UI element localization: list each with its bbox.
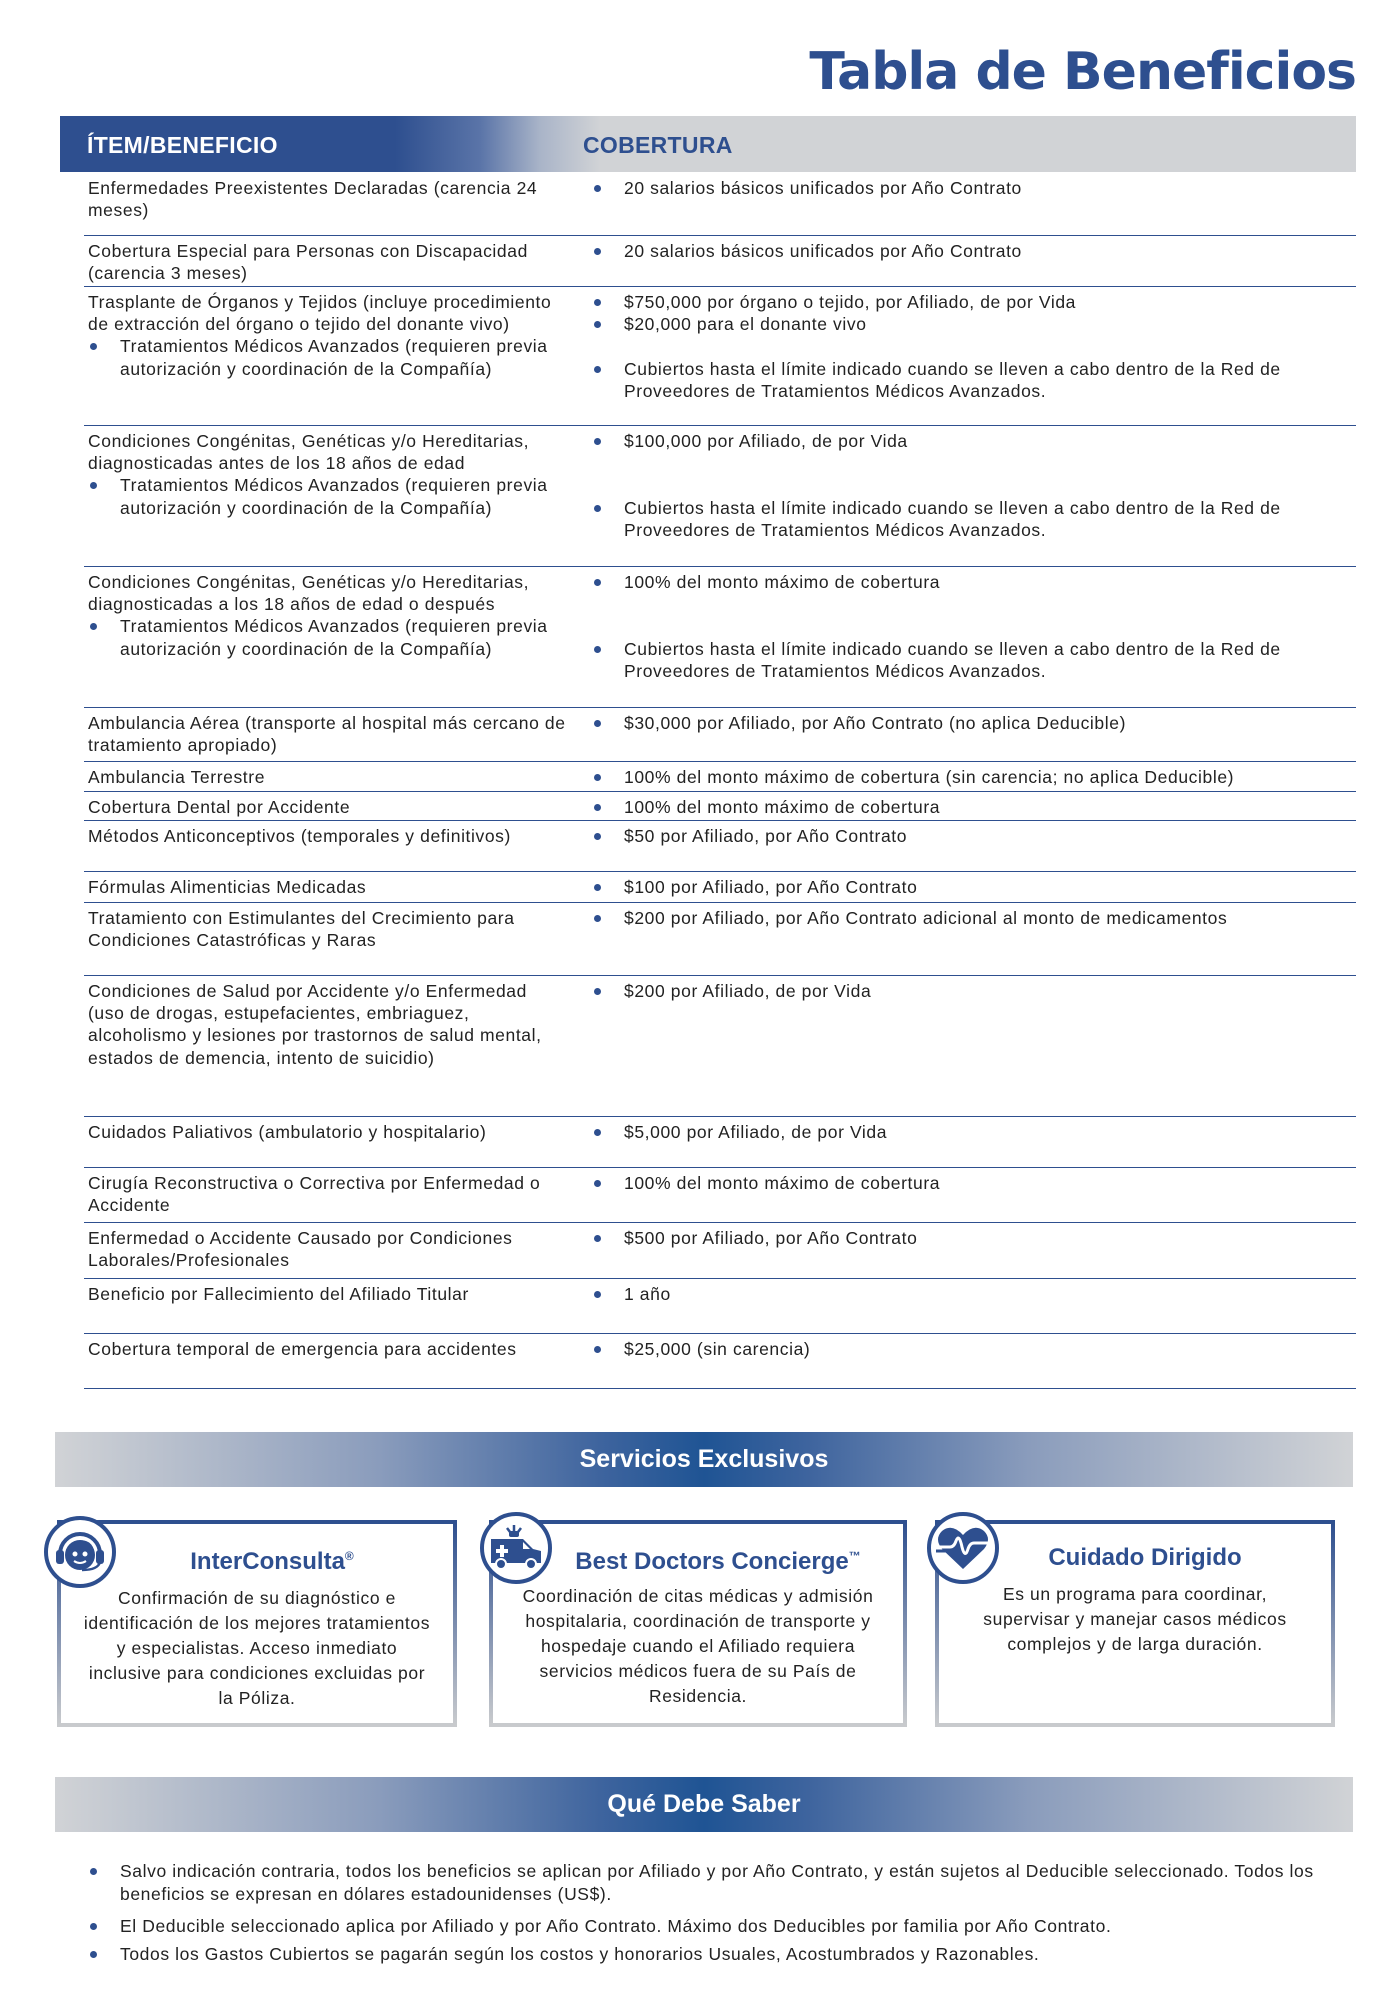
coverage-bullet: $20,000 para el donante vivo: [592, 313, 1362, 335]
note-item: El Deducible seleccionado aplica por Afiliado y por Año Contrato. Máximo dos Deducibles por familia por Año Contrato.: [88, 1915, 1338, 1938]
coverage-cell: [592, 907, 1362, 929]
coverage-cell: [592, 1283, 1362, 1305]
item-cell: [88, 430, 568, 519]
table-row: [84, 707, 1356, 762]
sub-item: Tratamientos Médicos Avanzados (requieren previa autorización y coordinación de la Compañía): [88, 474, 568, 518]
table-row: [84, 1278, 1356, 1334]
item-cell: Ambulancia Aérea (transporte al hospital más cercano de tratamiento apropiado): [88, 713, 566, 756]
coverage-cell: [592, 766, 1362, 788]
table-header: [60, 116, 1356, 172]
coverage-cell: [592, 240, 1362, 262]
item-text: Condiciones Congénitas, Genéticas y/o Hereditarias, diagnosticadas a los 18 años de edad o después: [88, 572, 530, 615]
coverage-bullet: 100% del monto máximo de cobertura: [592, 796, 1362, 818]
item-cell: Enfermedades Preexistentes Declaradas (carencia 24 meses): [88, 178, 538, 221]
item-cell: Cobertura temporal de emergencia para accidentes: [88, 1339, 517, 1359]
coverage-cell: [592, 1172, 1362, 1194]
coverage-bullet: $200 por Afiliado, de por Vida: [592, 980, 1362, 1002]
table-row: [84, 1222, 1356, 1279]
table-row: [84, 820, 1356, 872]
coverage-bullet: 20 salarios básicos unificados por Año Contrato: [592, 177, 1362, 199]
table-row: [84, 235, 1356, 287]
coverage-cell: [592, 980, 1362, 1002]
coverage-bullet: $50 por Afiliado, por Año Contrato: [592, 825, 1362, 847]
registered-mark: ®: [344, 1549, 354, 1563]
table-row: [84, 172, 1356, 236]
item-text: Condiciones Congénitas, Genéticas y/o Hereditarias, diagnosticadas antes de los 18 años de edad: [88, 431, 530, 474]
notes-section-bar: [55, 1777, 1353, 1832]
table-row: [84, 761, 1356, 792]
page-title: Tabla de Beneficios: [809, 42, 1356, 102]
item-cell: Ambulancia Terrestre: [88, 767, 266, 787]
item-cell: [88, 291, 568, 380]
item-cell: Cobertura Especial para Personas con Discapacidad (carencia 3 meses): [88, 241, 528, 284]
item-text: Trasplante de Órganos y Tejidos (incluye procedimiento de extracción del órgano o tejido del donante vivo): [88, 292, 552, 335]
sub-coverage-bullet: Cubiertos hasta el límite indicado cuando se lleven a cabo dentro de la Red de Proveedores de Tratamientos Médicos Avanzados.: [592, 497, 1362, 541]
item-cell: Fórmulas Alimenticias Medicadas: [88, 877, 367, 897]
sub-item: Tratamientos Médicos Avanzados (requieren previa autorización y coordinación de la Compañía): [88, 335, 568, 379]
ambulance-icon: [480, 1512, 552, 1584]
services-section-bar: [55, 1432, 1353, 1487]
coverage-bullet: 100% del monto máximo de cobertura: [592, 571, 1362, 593]
coverage-cell: [592, 430, 1362, 541]
coverage-cell: [592, 1227, 1362, 1249]
item-cell: Cuidados Paliativos (ambulatorio y hospitalario): [88, 1122, 487, 1142]
coverage-cell: [592, 712, 1362, 734]
card-description: Es un programa para coordinar, supervisar y manejar casos médicos complejos y de larga duración.: [983, 1584, 1287, 1654]
card-title: Cuidado Dirigido: [1048, 1544, 1242, 1571]
sub-coverage-bullet: Cubiertos hasta el límite indicado cuando se lleven a cabo dentro de la Red de Proveedores de Tratamientos Médicos Avanzados.: [592, 358, 1362, 402]
note-item: Salvo indicación contraria, todos los beneficios se aplican por Afiliado y por Año Contrato, y están sujetos al Deducible seleccionado. Todos los beneficios se expresan en dólares estadounidenses (US$).: [88, 1860, 1338, 1906]
coverage-cell: [592, 571, 1362, 682]
service-card-interconsulta: [57, 1520, 457, 1727]
coverage-cell: [592, 825, 1362, 847]
item-cell: Enfermedad o Accidente Causado por Condiciones Laborales/Profesionales: [88, 1228, 513, 1271]
table-row: [84, 1167, 1356, 1223]
headset-agent-icon: [44, 1516, 116, 1588]
coverage-bullet: 100% del monto máximo de cobertura (sin carencia; no aplica Deducible): [592, 766, 1362, 788]
coverage-bullet: $30,000 por Afiliado, por Año Contrato (no aplica Deducible): [592, 712, 1362, 734]
table-row: [84, 566, 1356, 708]
card-description: Coordinación de citas médicas y admisión hospitalaria, coordinación de transporte y hospedaje cuando el Afiliado requiera servicios médicos fuera de su País de Residencia.: [522, 1586, 874, 1706]
card-description: Confirmación de su diagnóstico e identificación de los mejores tratamientos y especialistas. Acceso inmediato inclusive para condiciones excluidas por la Póliza.: [83, 1588, 431, 1708]
coverage-bullet: $5,000 por Afiliado, de por Vida: [592, 1121, 1362, 1143]
coverage-bullet: $200 por Afiliado, por Año Contrato adicional al monto de medicamentos: [592, 907, 1362, 929]
coverage-cell: [592, 876, 1362, 898]
coverage-bullet: 100% del monto máximo de cobertura: [592, 1172, 1362, 1194]
table-row: [84, 286, 1356, 426]
coverage-bullet: $500 por Afiliado, por Año Contrato: [592, 1227, 1362, 1249]
services-section-title: Servicios Exclusivos: [579, 1445, 829, 1473]
coverage-bullet: $25,000 (sin carencia): [592, 1338, 1362, 1360]
trademark: ™: [848, 1549, 861, 1563]
coverage-cell: [592, 1121, 1362, 1143]
table-row: [84, 871, 1356, 903]
item-cell: Condiciones de Salud por Accidente y/o Enfermedad (uso de drogas, estupefacientes, embriaguez, alcoholismo y lesiones por trastornos de salud mental, estados de demencia, intento de suicidio): [88, 981, 542, 1068]
table-row: [84, 425, 1356, 567]
card-title: Best Doctors Concierge™: [575, 1548, 861, 1575]
column-header-item: ÍTEM/BENEFICIO: [87, 132, 278, 158]
coverage-cell: [592, 1338, 1362, 1360]
column-header-coverage: COBERTURA: [583, 132, 733, 158]
item-cell: Beneficio por Fallecimiento del Afiliado Titular: [88, 1284, 469, 1304]
coverage-bullet: 1 año: [592, 1283, 1362, 1305]
table-row: [84, 1333, 1356, 1389]
item-cell: Métodos Anticonceptivos (temporales y definitivos): [88, 826, 511, 846]
heart-pulse-icon: [927, 1512, 999, 1584]
sub-coverage-bullet: Cubiertos hasta el límite indicado cuando se lleven a cabo dentro de la Red de Proveedores de Tratamientos Médicos Avanzados.: [592, 638, 1362, 682]
table-row: [84, 791, 1356, 821]
coverage-cell: [592, 796, 1362, 818]
coverage-bullet: 20 salarios básicos unificados por Año Contrato: [592, 240, 1362, 262]
coverage-cell: [592, 291, 1362, 402]
table-row: [84, 902, 1356, 976]
item-cell: Tratamiento con Estimulantes del Crecimiento para Condiciones Catastróficas y Raras: [88, 908, 515, 951]
table-row: [84, 975, 1356, 1117]
coverage-cell: [592, 177, 1362, 199]
coverage-bullet: $100,000 por Afiliado, de por Vida: [592, 430, 1362, 452]
note-item: Todos los Gastos Cubiertos se pagarán según los costos y honorarios Usuales, Acostumbrados y Razonables.: [88, 1943, 1338, 1966]
coverage-bullet: $100 por Afiliado, por Año Contrato: [592, 876, 1362, 898]
item-cell: [88, 571, 568, 660]
notes-list: [88, 1860, 1338, 1971]
notes-section-title: Qué Debe Saber: [607, 1790, 801, 1818]
sub-item: Tratamientos Médicos Avanzados (requieren previa autorización y coordinación de la Compañía): [88, 615, 568, 659]
item-cell: Cobertura Dental por Accidente: [88, 797, 351, 817]
item-cell: Cirugía Reconstructiva o Correctiva por Enfermedad o Accidente: [88, 1173, 541, 1216]
card-title: InterConsulta®: [190, 1548, 354, 1575]
coverage-bullet: $750,000 por órgano o tejido, por Afiliado, de por Vida: [592, 291, 1362, 313]
table-row: [84, 1116, 1356, 1168]
